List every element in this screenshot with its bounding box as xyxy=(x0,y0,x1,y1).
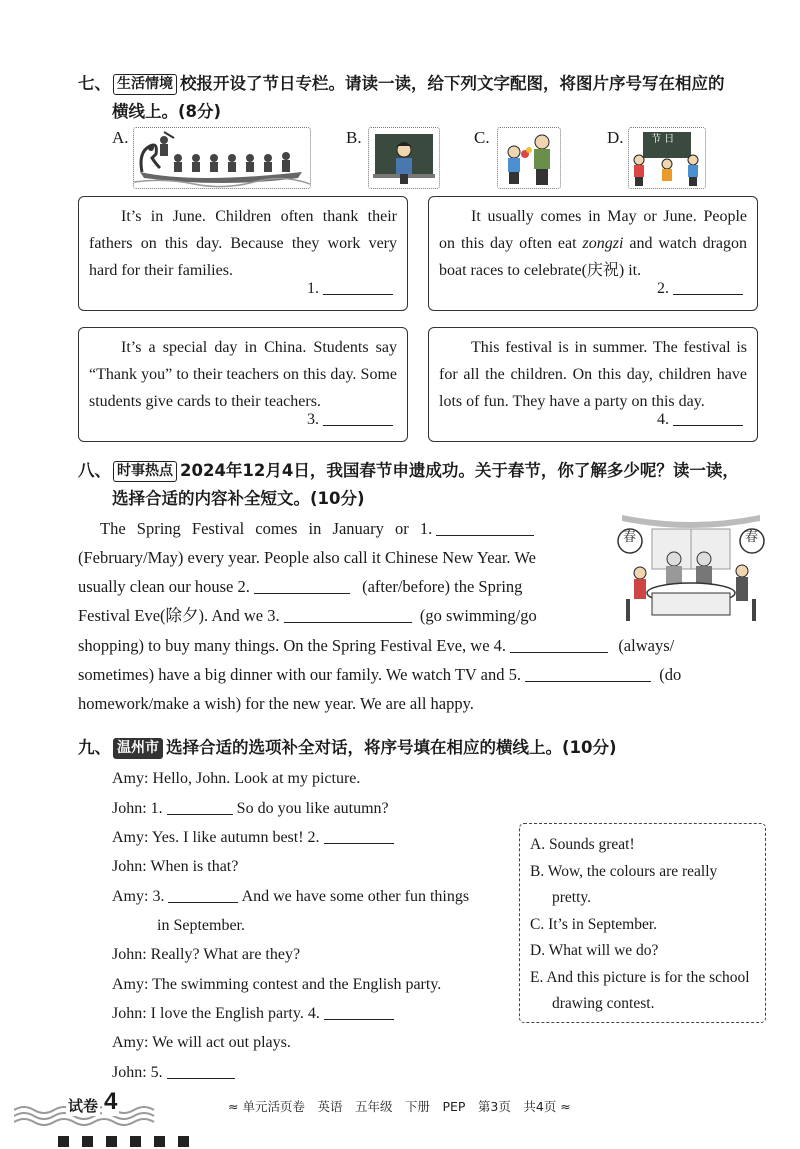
child-giving-flowers-to-father-picture xyxy=(497,127,561,189)
section7-instruction-line2: 横线上。(8分) xyxy=(112,102,222,121)
option-b-label: B. xyxy=(346,128,362,147)
dialogue-line-7: John: Really? What are they? xyxy=(112,946,301,963)
dialogue-line-10: Amy: We will act out plays. xyxy=(112,1034,291,1051)
text-box-3 xyxy=(78,327,408,442)
section9-number: 九、 xyxy=(78,738,111,757)
section7-instruction: 校报开设了节日专栏。请读一读，给下列文字配图，将图片序号写在相应的 xyxy=(180,74,725,93)
option-d: D. What will we do? xyxy=(530,942,659,959)
spring-couplet-right: 春 xyxy=(745,530,759,545)
dragon-boat-icon xyxy=(134,128,310,188)
dialogue-blank-4[interactable] xyxy=(324,1003,394,1020)
party-board-text: 节 日 xyxy=(651,134,675,145)
dialogue-blank-5[interactable] xyxy=(167,1062,235,1079)
text-box-1-content: It’s in June. Children often thank their fathers on this day. Because they work very hard for their families. xyxy=(89,208,397,279)
text-box-4 xyxy=(428,327,758,442)
passage-line-5: shopping) to buy many things. On the Spring Festival Eve, we 4. (always/ xyxy=(78,636,675,655)
dialogue-line-8: Amy: The swimming contest and the English party. xyxy=(112,976,442,993)
dialogue-line-6: in September. xyxy=(157,917,245,934)
section7-tag: 生活情境 xyxy=(113,74,177,95)
option-a-label: A. xyxy=(112,128,129,147)
passage-line-4: Festival Eve(除夕). And we 3. (go swimming/go xyxy=(78,606,537,625)
blank-4[interactable]: 4. xyxy=(657,406,743,433)
paper-label: 试卷 xyxy=(68,1097,99,1115)
text-box-3-content: It’s a special day in China. Students say “Thank you” to their teachers on this day. Some students give cards to their teachers. xyxy=(89,339,397,410)
dialogue-blank-3[interactable] xyxy=(168,886,238,903)
passage-line-1: The Spring Festival comes in January or 1. xyxy=(78,514,608,543)
section8-heading xyxy=(78,458,778,484)
section8-instruction-line2: 选择合适的内容补全短文。(10分) xyxy=(112,489,365,508)
family-dinner-picture xyxy=(612,515,770,625)
blank-2[interactable]: 2. xyxy=(657,275,743,302)
option-c-label: C. xyxy=(474,128,490,147)
option-d-label: D. xyxy=(607,128,624,147)
childrens-day-party-picture xyxy=(628,127,706,189)
option-b: B. Wow, the colours are really pretty. xyxy=(530,862,718,906)
passage-line-7: homework/make a wish) for the new year. We are all happy. xyxy=(78,694,474,713)
text-box-1 xyxy=(78,196,408,311)
section9-instruction: 选择合适的选项补全对话，将序号填在相应的横线上。(10分) xyxy=(166,738,617,757)
paper-number: 4 xyxy=(104,1088,118,1115)
dialogue-line-11: John: 5. xyxy=(112,1058,235,1087)
passage-line-6: sometimes) have a big dinner with our family. We watch TV and 5. (do xyxy=(78,665,682,684)
dragon-boat-race-picture xyxy=(133,127,311,189)
footer-square-3 xyxy=(106,1136,117,1147)
footer-square-2 xyxy=(82,1136,93,1147)
option-a: A. Sounds great! xyxy=(530,836,635,853)
section7-heading xyxy=(78,71,778,97)
section9-heading xyxy=(78,735,778,761)
passage-line-2: (February/May) every year. People also call it Chinese New Year. We xyxy=(78,548,536,567)
section9-tag: 温州市 xyxy=(113,738,163,759)
blank-3[interactable]: 3. xyxy=(307,406,393,433)
text-box-2-content: It usually comes in May or June. People on this day often eat zongzi and watch dragon boat races to celebrate(庆祝) it. xyxy=(439,208,747,279)
dialogue-blank-2[interactable] xyxy=(324,827,394,844)
dialogue-line-1: Amy: Hello, John. Look at my picture. xyxy=(112,770,361,787)
passage-line-3: usually clean our house 2. (after/before) the Spring xyxy=(78,577,523,596)
passage-blank-3[interactable] xyxy=(284,606,412,623)
section8-number: 八、 xyxy=(78,461,111,480)
footer-square-5 xyxy=(154,1136,165,1147)
dialogue-line-2: John: 1. So do you like autumn? xyxy=(112,800,389,817)
footer-square-1 xyxy=(58,1136,69,1147)
answer-options-box xyxy=(519,823,766,1023)
section7-number: 七、 xyxy=(78,74,111,93)
teacher-at-blackboard-picture xyxy=(368,127,440,189)
father-child-icon xyxy=(498,128,560,188)
section8-tag: 时事热点 xyxy=(113,461,177,482)
passage-blank-1[interactable] xyxy=(436,519,534,536)
passage-blank-5[interactable] xyxy=(525,665,651,682)
passage-blank-4[interactable] xyxy=(510,636,608,653)
dialogue-line-4: John: When is that? xyxy=(112,858,239,875)
dialogue-line-5: Amy: 3. And we have some other fun things xyxy=(112,888,470,905)
dialogue-blank-1[interactable] xyxy=(167,798,233,815)
option-c: C. It’s in September. xyxy=(530,915,658,933)
page-footer xyxy=(0,1088,800,1149)
spring-couplet-left: 春 xyxy=(623,530,637,545)
footer-square-4 xyxy=(130,1136,141,1147)
footer-square-6 xyxy=(178,1136,189,1147)
dialogue-line-3: Amy: Yes. I like autumn best! 2. xyxy=(112,823,394,852)
passage-blank-2[interactable] xyxy=(254,577,350,594)
section8-instruction: 2024年12月4日，我国春节申遗成功。关于春节，你了解多少呢？读一读， xyxy=(180,461,739,480)
text-box-4-content: This festival is in summer. The festival is for all the children. On this day, children have lots of fun. They have a party on this day. xyxy=(439,339,747,410)
dialogue-line-9: John: I love the English party. 4. xyxy=(112,999,394,1028)
blank-1[interactable]: 1. xyxy=(307,275,393,302)
footer-info: ≈ 单元活页卷 英语 五年级 下册 PEP 第3页 共4页 ≈ xyxy=(228,1099,571,1114)
text-box-2 xyxy=(428,196,758,311)
teacher-icon xyxy=(369,128,439,188)
option-e: E. And this picture is for the school drawing contest. xyxy=(530,968,750,1012)
